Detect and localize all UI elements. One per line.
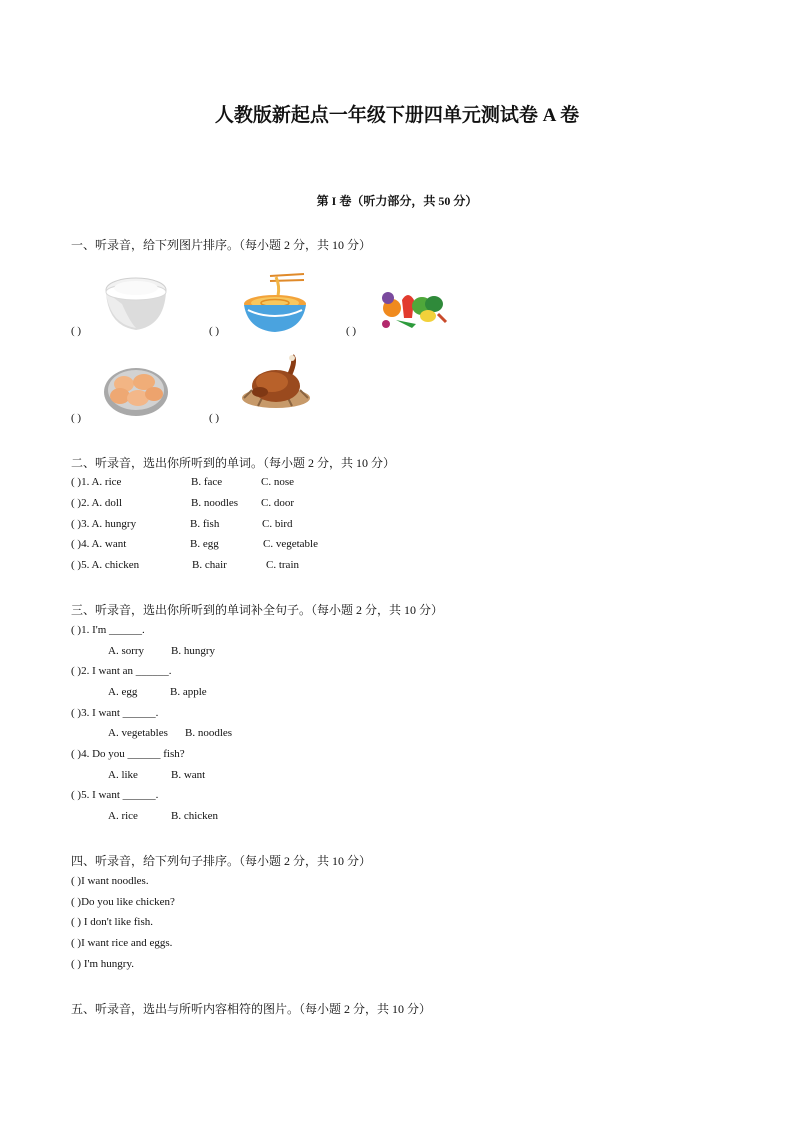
s3-q1: ( )1. I'm ______. [71,624,145,636]
s4-sentence-3: ( ) I don't like fish. [71,916,154,928]
page-title: 人教版新起点一年级下册四单元测试卷 A 卷 [214,105,580,126]
s4-sentence-2: ( )Do you like chicken? [71,896,175,908]
picture-order-blank-3[interactable]: ( ) [346,325,357,337]
roast-chicken-icon [238,354,312,410]
s3-q3-option-a: A. vegetables [108,727,168,739]
s3-q3: ( )3. I want ______. [71,707,159,719]
s2-q4-option-b: B. egg [190,538,219,550]
s3-q4-option-b: B. want [171,769,206,781]
s2-q3-option-b: B. fish [190,518,220,530]
s2-q1-option-c: C. nose [261,476,294,488]
s4-sentence-5: ( ) I'm hungry. [71,958,134,970]
s4-sentence-1: ( )I want noodles. [71,875,149,887]
s3-q2-option-b: B. apple [170,686,207,698]
s3-q5-option-b: B. chicken [171,810,219,822]
section-4-heading: 四、听录音，给下列句子排序。（每小题 2 分，共 10 分） [71,854,372,868]
section-1-heading: 一、听录音，给下列图片排序。（每小题 2 分，共 10 分） [71,238,372,252]
section-3-heading: 三、听录音，选出你所听到的单词补全句子。（每小题 2 分，共 10 分） [71,603,444,617]
s2-q5: ( )5. A. chicken [71,559,140,571]
picture-order-blank-4[interactable]: ( ) [71,412,82,424]
s3-q5: ( )5. I want ______. [71,789,159,801]
s2-q2-option-b: B. noodles [191,497,239,509]
s2-q1-option-b: B. face [191,476,223,488]
picture-order-blank-1[interactable]: ( ) [71,325,82,337]
s3-q4: ( )4. Do you ______ fish? [71,748,185,760]
s2-q2: ( )2. A. doll [71,497,123,509]
s3-q4-option-a: A. like [108,769,138,781]
s3-q1-option-b: B. hungry [171,645,215,657]
s2-q5-option-c: C. train [266,559,299,571]
noodles-icon [240,272,310,334]
eggs-icon [102,360,170,418]
s2-q1: ( )1. A. rice [71,476,122,488]
s3-q5-option-a: A. rice [108,810,138,822]
s4-sentence-4: ( )I want rice and eggs. [71,937,173,949]
section-2-heading: 二、听录音，选出你所听到的单词。（每小题 2 分，共 10 分） [71,456,396,470]
part-subtitle: 第 I 卷（听力部分，共 50 分） [316,194,478,208]
section-5-heading: 五、听录音，选出与所听内容相符的图片。（每小题 2 分，共 10 分） [71,1002,432,1016]
s2-q4-option-c: C. vegetable [263,538,318,550]
s3-q3-option-b: B. noodles [185,727,233,739]
s3-q2: ( )2. I want an ______. [71,665,172,677]
s2-q3: ( )3. A. hungry [71,518,137,530]
s3-q1-option-a: A. sorry [108,645,145,657]
s2-q3-option-c: C. bird [262,518,293,530]
vegetables-icon [376,286,448,332]
rice-bowl-icon [100,274,172,334]
s2-q4: ( )4. A. want [71,538,127,550]
picture-order-blank-2[interactable]: ( ) [209,325,220,337]
picture-order-blank-5[interactable]: ( ) [209,412,220,424]
s2-q5-option-b: B. chair [192,559,227,571]
s2-q2-option-c: C. door [261,497,294,509]
s3-q2-option-a: A. egg [108,686,138,698]
